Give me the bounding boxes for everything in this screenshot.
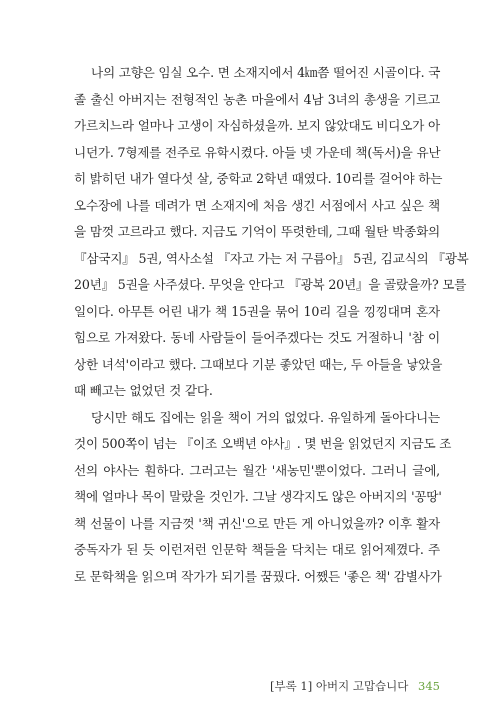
text-line: 상한 녀석'이라고 했다. 그때보다 기분 좋았던 때는, 두 아들을 낳았을 <box>74 356 443 372</box>
text-line: 오수장에 나를 데려가 면 소재지에 처음 생긴 서점에서 사고 싶은 책 <box>74 197 440 213</box>
text-line: 히 밝히던 내가 열다섯 살, 중학교 2학년 때였다. 10리를 걸어야 하는 <box>74 171 443 186</box>
text-line: 『삼국지』 5권, 역사소설 『자고 가는 저 구름아』 5권, 김교식의 『광복 <box>74 250 469 266</box>
text-line: 가르치느라 얼마나 고생이 자심하셨을까. 보지 않았대도 비디오가 아 <box>74 118 440 133</box>
paragraph-2 <box>74 405 452 591</box>
text-line: 졸 출신 아버지는 전형적인 농촌 마을에서 4남 3녀의 총생을 기르고 <box>74 91 440 107</box>
text-line: 책 선물이 나를 지금껏 '책 귀신'으로 만든 게 아니었을까? 이후 활자 <box>74 515 440 531</box>
text-line: 을 맘껏 고르라고 했다. 지금도 기억이 뚜렷한데, 그때 월탄 박종화의 <box>74 224 440 239</box>
text-line: 나의 고향은 임실 오수. 면 소재지에서 4㎞쯤 떨어진 시골이다. 국 <box>91 65 441 80</box>
text-line: 힘으로 가져왔다. 동네 사람들이 들어주겠다는 것도 거절하니 '참 이 <box>74 330 440 345</box>
text-line: 책에 얼마나 목이 말랐을 것인가. 그날 생각지도 않은 아버지의 '꽁땅' <box>74 489 442 504</box>
text-line: 니던가. 7형제를 전주로 유학시켰다. 아들 넷 가운데 책(독서)을 유난 <box>74 144 441 160</box>
page-number: 345 <box>418 679 440 693</box>
body-text <box>74 60 469 590</box>
text-line: 당시만 해도 집에는 읽을 책이 거의 없었다. 유일하게 돌아다니는 <box>91 409 440 425</box>
text-line: 20년』 5권을 사주셨다. 무엇을 안다고 『광복 20년』을 골랐을까? 모를 <box>74 277 467 292</box>
text-line: 중독자가 된 듯 이런저런 인문학 책들을 닥치는 대로 읽어제꼈다. 주 <box>74 542 440 557</box>
text-line: 선의 야사는 훤하다. 그러고는 월간 '새농민'뿐이었다. 그러니 글에, <box>74 462 440 478</box>
text-line: 것이 500쪽이 넘는 『이조 오백년 야사』. 몇 번을 읽었던지 지금도 조 <box>74 436 452 451</box>
page-footer <box>270 678 440 694</box>
paragraph-1 <box>74 60 469 405</box>
text-line: 로 문학책을 읽으며 작가가 되기를 꿈꿨다. 어쨌든 '좋은 책' 감별사가 <box>74 568 442 584</box>
running-head: [부록 1] 아버지 고맙습니다 <box>270 679 409 693</box>
text-line: 일이다. 아무튼 어린 내가 책 15권을 묶어 10리 길을 낑낑대며 혼자 <box>74 303 440 319</box>
text-line: 때 빼고는 없었던 것 같다. <box>74 383 213 398</box>
